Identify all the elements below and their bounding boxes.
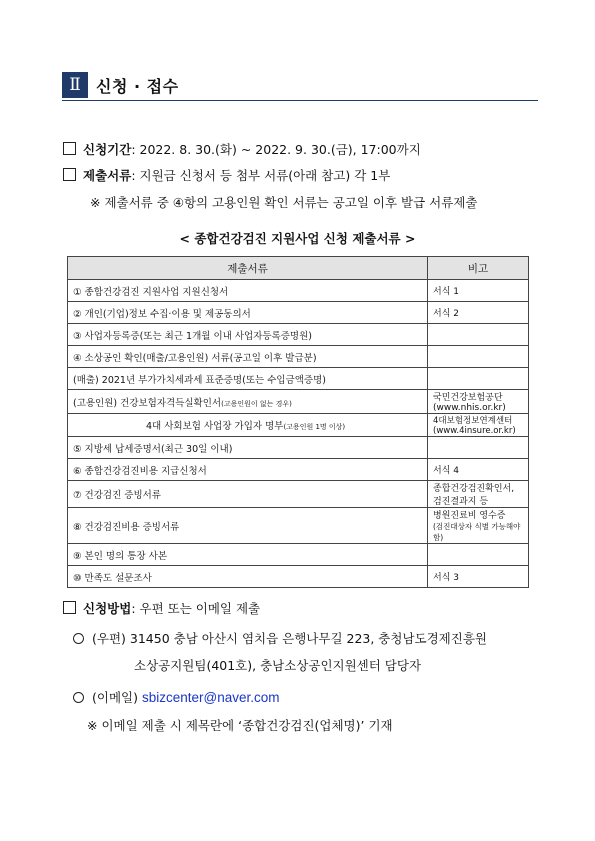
doc-cell: ⑨ 본인 명의 통장 사본 xyxy=(68,544,428,566)
doc-cell: ⑧ 건강검진비용 증빙서류 xyxy=(68,508,428,544)
note-cell: 국민건강보험공단(www.nhis.or.kr) xyxy=(428,390,529,414)
doc-cell: ⑩ 만족도 설문조사 xyxy=(68,566,428,588)
doc-cell: ⑥ 종합건강검진비용 지급신청서 xyxy=(68,459,428,481)
checkbox-square-icon xyxy=(63,601,76,614)
section-underline xyxy=(62,100,538,101)
table-row xyxy=(68,544,529,566)
doc-small-note: (고용인원 1명 이상) xyxy=(283,423,346,431)
note-cell xyxy=(428,368,529,390)
note-cell: 서식 3 xyxy=(428,566,529,588)
section-number: Ⅱ xyxy=(62,72,88,98)
documents-table xyxy=(67,256,529,588)
note-cell xyxy=(428,324,529,346)
docs-value: : 지원금 신청서 등 첨부 서류(아래 참고) 각 1부 xyxy=(131,168,391,183)
post-label: (우편) xyxy=(92,631,126,646)
doc-cell: (매출) 2021년 부가가치세과세 표준증명(또는 수입금액증명) xyxy=(68,368,428,390)
checkbox-square-icon xyxy=(63,142,76,155)
application-method xyxy=(63,599,260,617)
method-value: : 우편 또는 이메일 제출 xyxy=(131,601,261,616)
doc-cell xyxy=(68,390,428,414)
post-address-2: 소상공지원팀(401호), 충남소상공인지원센터 담당자 xyxy=(134,658,422,673)
email-address: sbizcenter@naver.com xyxy=(141,690,280,705)
note-cell xyxy=(428,346,529,368)
application-period xyxy=(63,140,421,158)
table-row xyxy=(68,459,529,481)
email-line xyxy=(73,688,279,706)
table-row xyxy=(68,508,529,544)
checkbox-square-icon xyxy=(63,168,76,181)
note-text: 병원진료비 영수증 xyxy=(433,511,506,521)
method-label: 신청방법 xyxy=(83,601,132,616)
note-cell: 서식 4 xyxy=(428,459,529,481)
email-label: (이메일) xyxy=(92,690,138,705)
table-caption: < 종합건강검진 지원사업 신청 제출서류 > xyxy=(179,231,416,246)
section-title: 신청 · 접수 xyxy=(96,77,179,96)
table-row xyxy=(68,324,529,346)
note-cell: 서식 2 xyxy=(428,302,529,324)
note-cell xyxy=(428,544,529,566)
doc-text: (고용인원) 건강보험자격득실확인서 xyxy=(73,397,222,409)
table-row xyxy=(68,390,529,414)
doc-cell: ② 개인(기업)정보 수집·이용 및 제공동의서 xyxy=(68,302,428,324)
doc-text: 4대 사회보험 사업장 가입자 명부 xyxy=(146,421,284,432)
doc-cell: ④ 소상공인 확인(매출/고용인원) 서류(공고일 이후 발급분) xyxy=(68,346,428,368)
note-cell: 4대보험정보연계센터(www.4insure.or.kr) xyxy=(428,414,529,437)
doc-cell: ⑤ 지방세 납세증명서(최근 30일 이내) xyxy=(68,437,428,459)
period-label: 신청기간 xyxy=(83,142,132,157)
doc-small-note: (고용인원이 없는 경우) xyxy=(221,399,292,408)
doc-cell: ⑦ 건강검진 증빙서류 xyxy=(68,481,428,508)
post-line-1 xyxy=(73,629,487,647)
table-row xyxy=(68,566,529,588)
note-subtext: (검진대상자 식별 가능해야 함) xyxy=(433,522,521,542)
table-header-note: 비고 xyxy=(428,257,529,280)
note-cell: 서식 1 xyxy=(428,280,529,302)
note-cell xyxy=(428,437,529,459)
note-cell: 종합건강검진확인서, 검진결과지 등 xyxy=(428,481,529,508)
table-row xyxy=(68,437,529,459)
note-cell xyxy=(428,508,529,544)
period-value: : 2022. 8. 30.(화) ~ 2022. 9. 30.(금), 17:00까지 xyxy=(131,142,421,157)
docs-note: ※ 제출서류 중 ④항의 고용인원 확인 서류는 공고일 이후 발급 서류제출 xyxy=(90,195,478,210)
email-note: ※ 이메일 제출 시 제목란에 ‘종합건강검진(업체명)’ 기재 xyxy=(87,718,393,733)
table-row xyxy=(68,302,529,324)
circle-bullet-icon xyxy=(73,633,84,644)
table-row xyxy=(68,481,529,508)
table-row xyxy=(68,346,529,368)
circle-bullet-icon xyxy=(73,692,84,703)
doc-cell xyxy=(68,414,428,437)
post-address-1: 31450 충남 아산시 염치읍 은행나무길 223, 충청남도경제진흥원 xyxy=(129,631,487,646)
docs-label: 제출서류 xyxy=(83,168,132,183)
table-row xyxy=(68,368,529,390)
doc-cell: ③ 사업자등록증(또는 최근 1개월 이내 사업자등록증명원) xyxy=(68,324,428,346)
section-header xyxy=(62,72,538,100)
table-row xyxy=(68,280,529,302)
submission-documents xyxy=(63,166,390,184)
table-row xyxy=(68,414,529,437)
table-header-docs: 제출서류 xyxy=(68,257,428,280)
doc-cell: ① 종합건강검진 지원사업 지원신청서 xyxy=(68,280,428,302)
